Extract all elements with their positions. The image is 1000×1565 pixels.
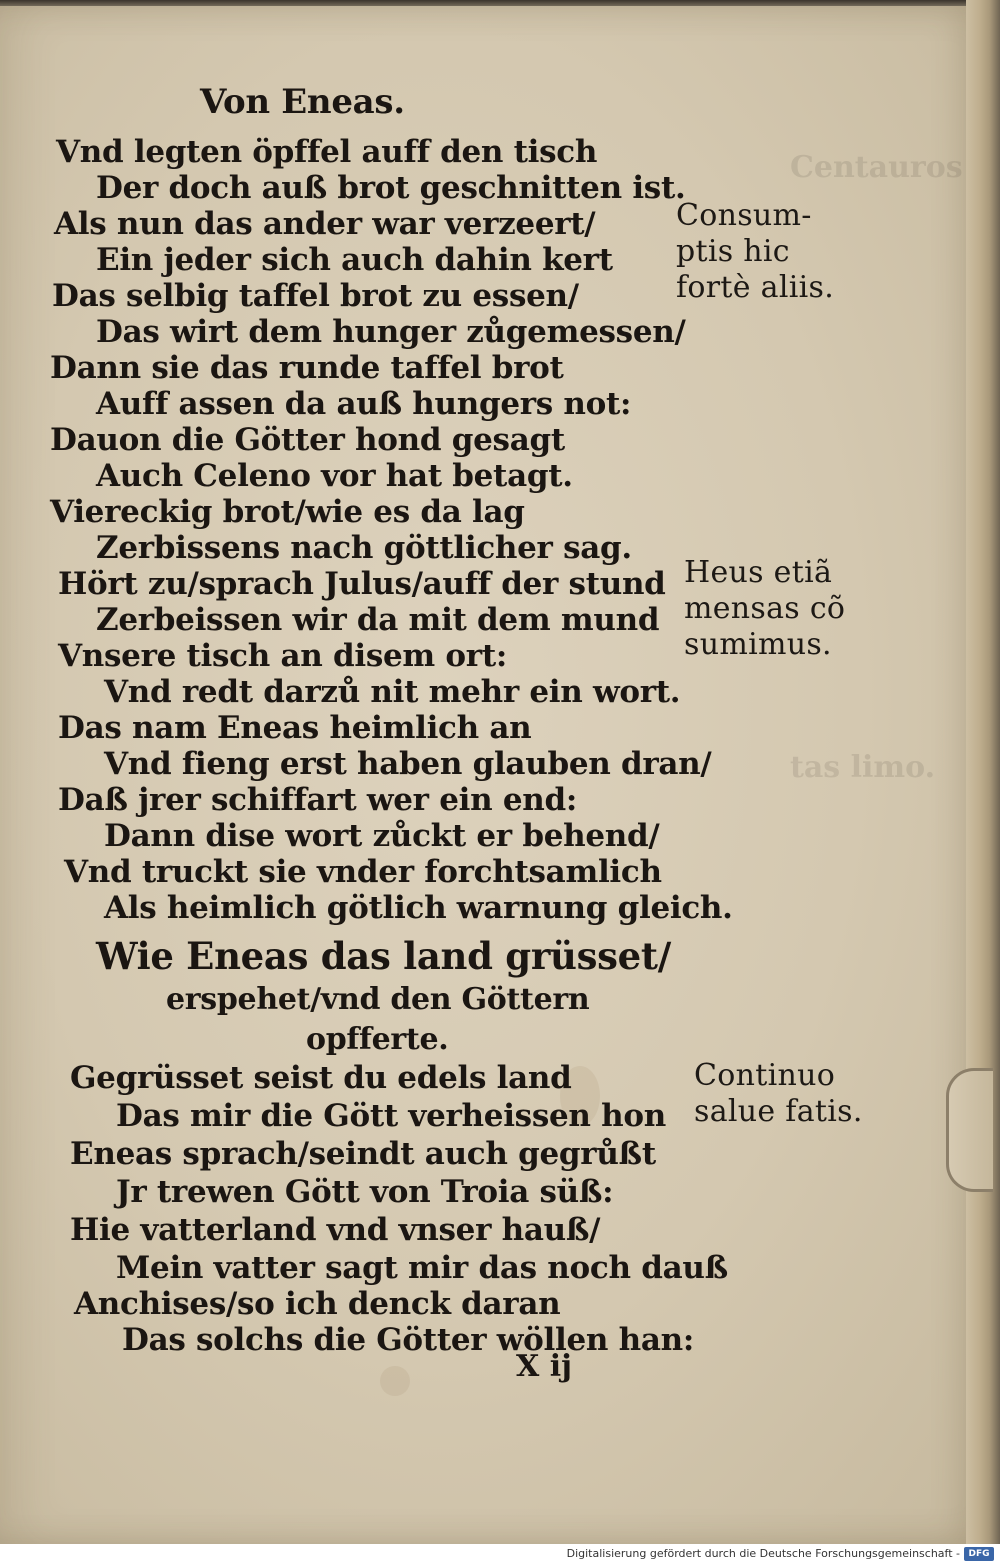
page-clip — [946, 1068, 993, 1192]
verse-line: Als nun das ander war verzeert/ — [54, 206, 596, 242]
verse-line: Dann sie das runde taffel brot — [50, 350, 564, 386]
verse-line: Hört zu/sprach Julus/auff der stund — [58, 566, 666, 602]
margin-note-1-line-1: Consum- — [676, 198, 812, 233]
section-heading-line-3: opfferte. — [306, 1022, 449, 1057]
verse-line: Dauon die Götter hond gesagt — [50, 422, 565, 458]
margin-note-2-line-3: sumimus. — [684, 627, 832, 662]
verse-line: Viereckig brot/wie es da lag — [50, 494, 525, 530]
verse-line: Mein vatter sagt mir das noch dauß — [116, 1250, 728, 1286]
margin-note-2-line-2: mensas cõ — [684, 591, 846, 626]
verse-line: Ein jeder sich auch dahin kert — [96, 242, 613, 278]
verse-line: Der doch auß brot geschnitten ist. — [96, 170, 686, 206]
verse-line: Dann dise wort zůckt er behend/ — [104, 818, 660, 854]
footer-credit: Digitalisierung gefördert durch die Deutsche Forschungsgemeinschaft - — [566, 1547, 960, 1560]
margin-note-1-line-3: fortè aliis. — [676, 270, 835, 305]
verse-line: Vnd truckt sie vnder forchtsamlich — [64, 854, 662, 890]
page-fore-edge — [966, 0, 1000, 1565]
paper-stain — [380, 1366, 410, 1396]
verse-line: Auff assen da auß hungers not: — [96, 386, 632, 422]
verse-line: Vnd legten öpffel auff den tisch — [56, 134, 598, 170]
verse-line: Als heimlich götlich warnung gleich. — [104, 890, 733, 926]
verse-line: Jr trewen Gött von Troia süß: — [116, 1174, 614, 1210]
verse-line: Zerbeissen wir da mit dem mund — [96, 602, 660, 638]
verse-line: Das selbig taffel brot zu essen/ — [52, 278, 579, 314]
verse-line: Vnd fieng erst haben glauben dran/ — [104, 746, 712, 782]
verse-line: Das solchs die Götter wöllen han: — [122, 1322, 695, 1358]
section-heading-line-2: erspehet/vnd den Göttern — [166, 982, 590, 1017]
verse-line: Daß jrer schiffart wer ein end: — [58, 782, 578, 818]
verse-line: Hie vatterland vnd vnser hauß/ — [70, 1212, 601, 1248]
verse-line: Das nam Eneas heimlich an — [58, 710, 532, 746]
signature-mark: X ij — [516, 1349, 572, 1384]
verse-line: Das mir die Gött verheissen hon — [116, 1098, 666, 1134]
show-through-text: Centauros — [790, 150, 963, 185]
margin-note-3-line-2: salue fatis. — [694, 1094, 863, 1129]
verse-line: Gegrüsset seist du edels land — [70, 1060, 572, 1096]
margin-note-2-line-1: Heus etiã — [684, 555, 833, 590]
margin-note-3-line-1: Continuo — [694, 1058, 836, 1093]
verse-line: Auch Celeno vor hat betagt. — [96, 458, 573, 494]
show-through-text: tas limo. — [790, 750, 936, 785]
section-heading-line-1: Wie Eneas das land grüsset/ — [96, 934, 671, 978]
verse-line: Anchises/so ich denck daran — [74, 1286, 561, 1322]
verse-line: Zerbissens nach göttlicher sag. — [96, 530, 632, 566]
running-head: Von Eneas. — [200, 82, 405, 122]
dfg-logo: DFG — [964, 1547, 994, 1561]
margin-note-1-line-2: ptis hic — [676, 234, 790, 269]
verse-line: Vnsere tisch an disem ort: — [58, 638, 507, 674]
verse-line: Eneas sprach/seindt auch gegrůßt — [70, 1136, 656, 1172]
verse-line: Vnd redt darzů nit mehr ein wort. — [104, 674, 681, 710]
verse-line: Das wirt dem hunger zůgemessen/ — [96, 314, 686, 350]
